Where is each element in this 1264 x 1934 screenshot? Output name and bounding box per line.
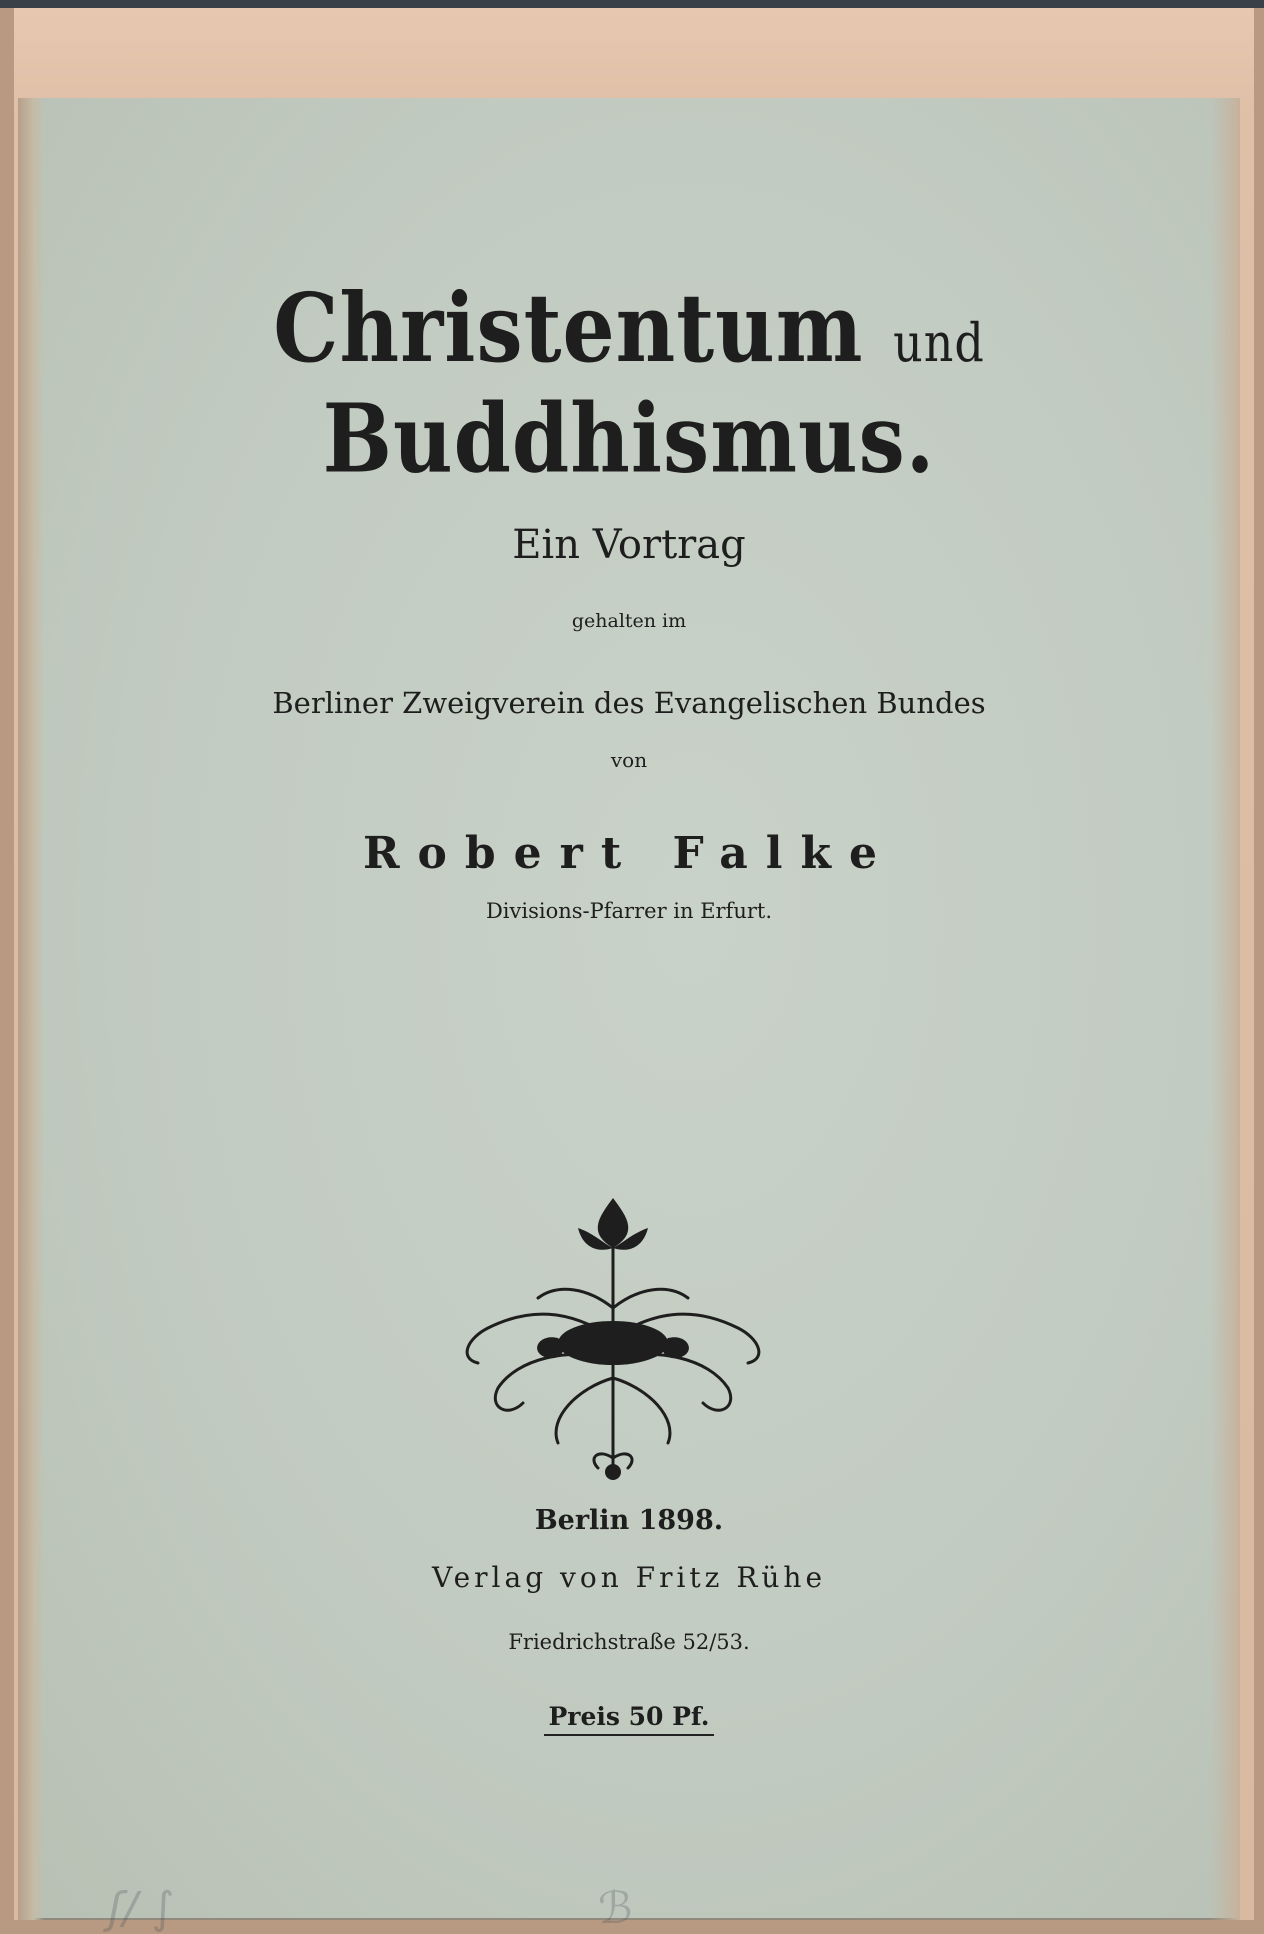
price	[18, 1702, 1240, 1731]
cover-title	[18, 274, 1240, 495]
publisher: Verlag von Fritz Rühe	[431, 1561, 827, 1594]
pencil-mark-left: ʃ/ ∫	[108, 1883, 175, 1934]
book-cover	[18, 98, 1240, 1934]
floral-vignette-icon	[448, 1188, 778, 1488]
title-part1: Christentum	[273, 273, 864, 384]
pencil-mark-right: ℬ	[598, 1883, 633, 1934]
title-part2: Buddhismus.	[322, 384, 936, 495]
von-line: von	[610, 748, 648, 772]
scanner-edge	[0, 0, 1264, 8]
verein-line: Berliner Zweigverein des Evangelischen Bundes	[272, 686, 986, 720]
author-name: Robert Falke	[362, 828, 896, 879]
publisher-address: Friedrichstraße 52/53.	[508, 1630, 750, 1654]
title-und: und	[893, 311, 985, 374]
price-label: Preis 50 Pf.	[544, 1702, 713, 1736]
author-role: Divisions-Pfarrer in Erfurt.	[485, 899, 773, 923]
gehalten-line: gehalten im	[571, 610, 687, 632]
place-year: Berlin 1898.	[534, 1505, 724, 1536]
subtitle: Ein Vortrag	[512, 522, 746, 568]
